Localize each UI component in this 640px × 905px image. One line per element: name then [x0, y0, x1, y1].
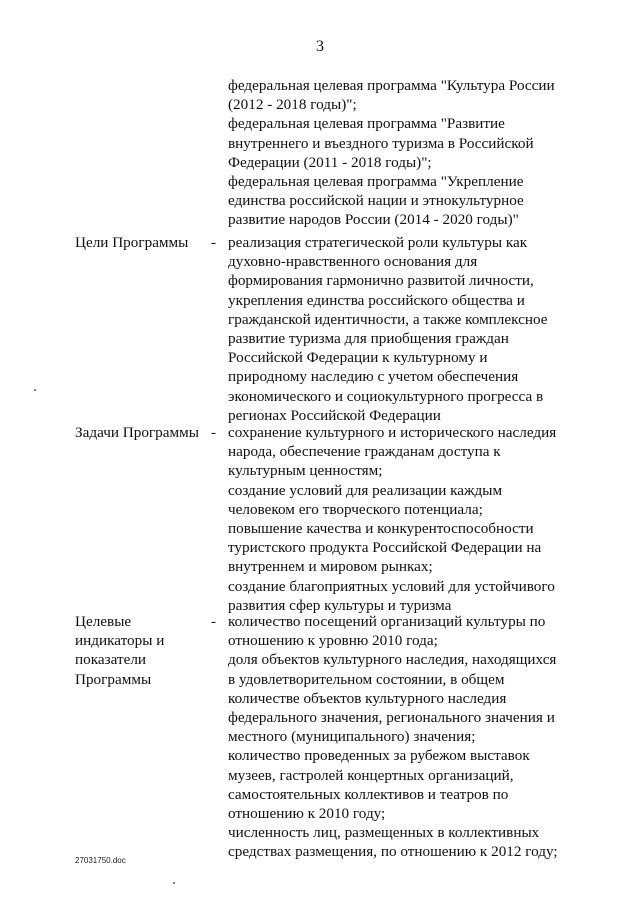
text-line: гражданской идентичности, а также комплексное — [228, 310, 548, 328]
continuation-text — [228, 76, 558, 230]
text-line: музеев, гастролей концертных организаций, — [228, 766, 514, 784]
label-line: Программы — [75, 670, 152, 688]
text-line: внутреннего и въездного туризма в Российской — [228, 134, 534, 152]
text-line: человеком его творческого потенциала; — [228, 500, 483, 518]
label-line: Целевые — [75, 613, 132, 630]
text-line: укрепления единства российского общества и — [228, 291, 525, 309]
text-line: реализация стратегической роли культуры как — [228, 234, 528, 251]
section-dash: - — [211, 613, 217, 630]
text-line: единства российской нации и этнокультурное — [228, 192, 524, 210]
text-line: отношению к 2010 году; — [228, 805, 386, 823]
text-line: культурным ценностям; — [228, 462, 383, 480]
text-line: регионах Российской Федерации — [228, 406, 441, 424]
text-line: в удовлетворительном состоянии, в общем — [228, 670, 505, 688]
text-line: сохранение культурного и исторического наследия — [228, 424, 557, 441]
text-line: федеральная целевая программа "Укрепление — [228, 173, 524, 191]
section-dash: - — [211, 234, 217, 251]
section-dash: - — [211, 424, 217, 441]
text-line: Российской Федерации к культурному и — [228, 349, 488, 367]
text-line: создание благоприятных условий для устойчивого — [228, 577, 555, 595]
text-line: экономического и социокультурного прогресса в — [228, 387, 544, 405]
footer-filename: 27031750.doc — [75, 856, 126, 865]
section-label-tasks — [75, 423, 199, 442]
label-line: Цели Программы — [75, 234, 189, 251]
text-line: отношению к уровню 2010 года; — [228, 632, 438, 650]
text-line: народа, обеспечение гражданам доступа к — [228, 443, 501, 461]
text-line: формирования гармонично развитой личности, — [228, 272, 534, 290]
scan-speck — [34, 389, 36, 391]
text-line: создание условий для реализации каждым — [228, 481, 503, 499]
section-label-indicators — [75, 612, 164, 689]
text-line: самостоятельных коллективов и театров по — [228, 785, 509, 803]
text-line: развитие народов России (2014 - 2020 годы)" — [228, 211, 519, 229]
text-line: численность лиц, размещенных в коллективных — [228, 824, 540, 842]
text-line: количестве объектов культурного наследия — [228, 689, 507, 707]
text-line: федеральная целевая программа "Культура России — [228, 77, 555, 94]
text-line: количество проведенных за рубежом выставок — [228, 747, 530, 765]
text-line: (2012 - 2018 годы)"; — [228, 96, 357, 114]
text-line: развития сфер культуры и туризма — [228, 596, 452, 614]
text-line: местного (муниципального) значения; — [228, 728, 476, 746]
text-line: туристского продукта Российской Федерации на — [228, 539, 542, 557]
label-line: индикаторы и — [75, 632, 165, 650]
page-number: 3 — [316, 38, 324, 55]
section-label-goals — [75, 233, 188, 252]
text-line: внутреннем и мировом рынках; — [228, 558, 433, 576]
text-line: духовно-нравственного основания для — [228, 253, 478, 271]
text-line: Федерации (2011 - 2018 годы)"; — [228, 153, 432, 171]
text-line: повышение качества и конкурентоспособности — [228, 520, 534, 538]
text-line: количество посещений организаций культуры по — [228, 613, 546, 630]
text-line: развитие туризма для приобщения граждан — [228, 330, 509, 348]
text-line: федеральная целевая программа "Развитие — [228, 115, 505, 133]
label-line: показатели — [75, 651, 147, 669]
scan-speck — [173, 882, 175, 884]
text-line: природному наследию с учетом обеспечения — [228, 368, 519, 386]
section-text-tasks — [228, 423, 558, 615]
text-line: федерального значения, регионального значения и — [228, 709, 555, 727]
section-text-indicators — [228, 612, 558, 862]
text-line: средствах размещения, по отношению к 2012 году; — [228, 843, 558, 861]
text-line: доля объектов культурного наследия, находящихся — [228, 651, 557, 669]
section-text-goals — [228, 233, 558, 425]
label-line: Задачи Программы — [75, 424, 199, 441]
